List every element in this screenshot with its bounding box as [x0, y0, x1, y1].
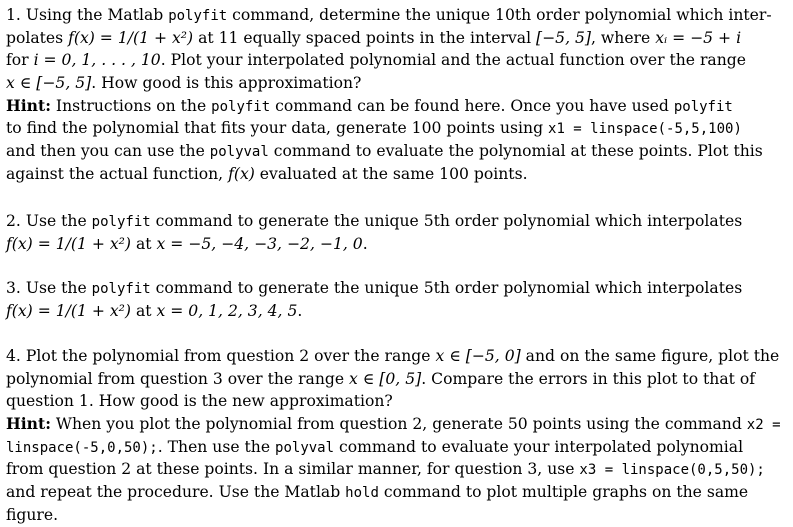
- text-run: to find the polynomial that fits your data, generate 100 points using: [6, 119, 549, 138]
- question-4-line: [6, 436, 781, 459]
- text-run: polates: [6, 28, 69, 47]
- text-run: . How good is this approximation?: [91, 74, 362, 93]
- question-1-line: [6, 117, 772, 140]
- math-expression: f(x) = 1/(1 + x²): [6, 234, 132, 253]
- question-3-line: [6, 300, 742, 323]
- text-run: command to evaluate your interpolated polynomial: [334, 437, 744, 456]
- text-run: .: [362, 234, 368, 253]
- math-expression: x = 0, 1, 2, 3, 4, 5: [156, 301, 298, 320]
- text-run: command to generate the unique 5th order polynomial which interpolates: [150, 279, 743, 297]
- code-snippet: polyfit: [211, 98, 271, 115]
- text-run: .: [297, 301, 303, 320]
- text-run: command to plot multiple graphs on the same: [378, 483, 749, 502]
- math-expression: xᵢ = −5 + i: [655, 28, 742, 47]
- text-run: from question 2 at these points. In a similar manner, for question 3, use: [6, 460, 580, 479]
- math-expression: f(x): [228, 164, 255, 183]
- text-run: 4. Plot the polynomial from question 2 over the range: [6, 347, 436, 365]
- text-run: command to generate the unique 5th order polynomial which interpolates: [150, 212, 743, 230]
- math-expression: f(x) = 1/(1 + x²): [6, 301, 132, 320]
- math-expression: i = 0, 1, . . . , 10: [33, 51, 161, 70]
- math-expression: x = −5, −4, −3, −2, −1, 0: [156, 234, 363, 253]
- question-3: [6, 277, 742, 322]
- question-4-line: [6, 368, 781, 391]
- question-1-line: [6, 4, 772, 27]
- code-snippet: polyfit: [168, 8, 228, 24]
- question-1-line: [6, 95, 772, 118]
- text-run: for: [6, 51, 34, 70]
- code-snippet: x1 = linspace(-5,5,100): [548, 121, 742, 138]
- math-expression: x ∈ [−5, 5]: [6, 74, 92, 93]
- math-expression: x ∈ [0, 5]: [349, 369, 422, 388]
- text-run: 1. Using the Matlab: [6, 6, 169, 24]
- text-run: . Then use the: [157, 437, 276, 456]
- math-expression: [−5, 5]: [536, 28, 592, 47]
- question-1-line: [6, 72, 772, 95]
- question-1-line: [6, 163, 772, 186]
- text-run: at: [131, 301, 157, 320]
- question-4: [6, 345, 781, 527]
- code-snippet: polyval: [275, 439, 335, 456]
- question-2-line: [6, 233, 742, 256]
- text-run: at 11 equally spaced points in the interval: [193, 28, 537, 47]
- question-4-line: [6, 345, 781, 368]
- question-1-line: [6, 140, 772, 163]
- text-run: figure.: [6, 505, 59, 524]
- code-snippet: polyfit: [673, 98, 733, 115]
- code-snippet: linspace(-5,0,50);: [6, 439, 158, 456]
- text-run: command, determine the unique 10th order polynomial which inter-: [227, 6, 772, 24]
- text-run: . Compare the errors in this plot to that of: [421, 369, 756, 388]
- question-1-line: [6, 49, 772, 72]
- text-run: question 1. How good is the new approximation?: [6, 392, 393, 411]
- question-4-line: [6, 390, 781, 413]
- code-snippet: x2 =: [746, 417, 781, 434]
- question-4-line: [6, 458, 781, 481]
- text-run: When you plot the polynomial from question 2, generate 50 points using the command: [50, 415, 747, 434]
- text-run: 3. Use the: [6, 279, 92, 297]
- text-run: and on the same figure, plot the: [520, 347, 780, 365]
- code-snippet: x3 = linspace(0,5,50);: [579, 462, 765, 479]
- text-run: against the actual function,: [6, 164, 229, 183]
- code-snippet: polyval: [209, 144, 269, 161]
- question-4-line: [6, 504, 781, 527]
- text-run: . Plot your interpolated polynomial and the actual function over the range: [160, 51, 746, 70]
- text-run: and then you can use the: [6, 142, 210, 161]
- text-run: , where: [591, 28, 656, 47]
- text-run: Instructions on the: [50, 96, 212, 115]
- text-run: polynomial from question 3 over the range: [6, 369, 350, 388]
- text-run: command to evaluate the polynomial at these points. Plot this: [268, 142, 763, 161]
- code-snippet: polyfit: [91, 281, 151, 297]
- text-run: evaluated at the same 100 points.: [254, 164, 528, 183]
- text-run: and repeat the procedure. Use the Matlab: [6, 483, 346, 502]
- question-2: [6, 210, 742, 255]
- question-2-line: [6, 210, 742, 233]
- text-run: command can be found here. Once you have used: [270, 96, 674, 115]
- question-4-line: [6, 413, 781, 436]
- hint-label: Hint:: [6, 95, 51, 115]
- hint-label: Hint:: [6, 414, 51, 434]
- question-1-line: [6, 27, 772, 50]
- math-expression: f(x) = 1/(1 + x²): [68, 28, 194, 47]
- question-1: [6, 4, 772, 186]
- text-run: at: [131, 234, 157, 253]
- question-3-line: [6, 277, 742, 300]
- code-snippet: polyfit: [91, 214, 151, 230]
- math-expression: x ∈ [−5, 0]: [435, 347, 521, 365]
- code-snippet: hold: [345, 485, 379, 502]
- question-4-line: [6, 481, 781, 504]
- text-run: 2. Use the: [6, 212, 92, 230]
